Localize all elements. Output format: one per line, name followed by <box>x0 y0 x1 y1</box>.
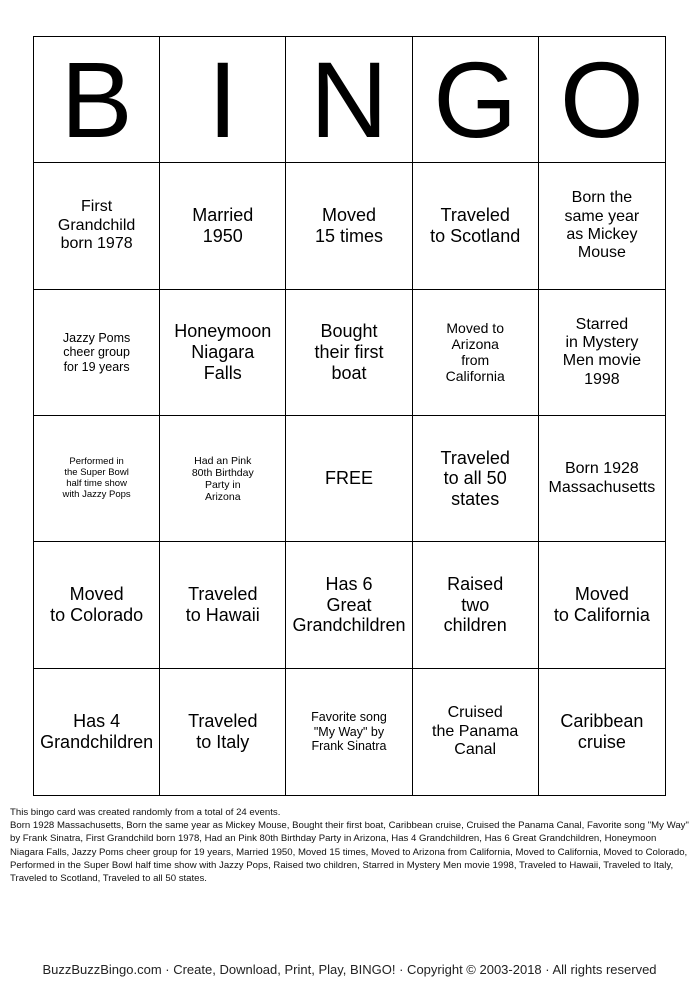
bingo-cell: Favorite song "My Way" by Frank Sinatra <box>286 669 412 795</box>
header-letter-o: O <box>539 37 665 163</box>
bingo-card <box>33 36 666 796</box>
bingo-cell: Jazzy Poms cheer group for 19 years <box>34 290 160 416</box>
header-letter-n: N <box>286 37 412 163</box>
bingo-cell: Honeymoon Niagara Falls <box>160 290 286 416</box>
bingo-cell: Starred in Mystery Men movie 1998 <box>539 290 665 416</box>
bingo-cell: Moved to Arizona from California <box>413 290 539 416</box>
bingo-cell: Has 6 Great Grandchildren <box>286 542 412 668</box>
bingo-cell: Moved to California <box>539 542 665 668</box>
free-space: FREE <box>286 416 412 542</box>
bingo-cell: Traveled to Italy <box>160 669 286 795</box>
event-list: Born 1928 Massachusetts, Born the same year as Mickey Mouse, Bought their first boat, Caribbean cruise, Cruised the Panama Canal, Favorite song "My Way" by Frank Sinatra, First Grandchild born 1978, Had an Pink 80th Birthday Party in Arizona, Has 4 Grandchildren, Has 6 Great Grandchildren, Honeymoon Niagara Falls, Jazzy Poms cheer group for 19 years, Married 1950, Moved 15 times, Moved to Arizona from California, Moved to California, Moved to Colorado, Performed in the Super Bowl half time show with Jazzy Pops, Raised two children, Starred in Mystery Men movie 1998, Traveled to Hawaii, Traveled to Italy, Traveled to Scotland, Traveled to all 50 states. <box>10 820 689 885</box>
header-letter-b: B <box>34 37 160 163</box>
bingo-cell: Cruised the Panama Canal <box>413 669 539 795</box>
bingo-cell: Born 1928 Massachusetts <box>539 416 665 542</box>
header-letter-g: G <box>413 37 539 163</box>
header-letter-i: I <box>160 37 286 163</box>
bingo-cell: Traveled to Scotland <box>413 163 539 289</box>
bingo-cell: Bought their first boat <box>286 290 412 416</box>
event-summary: This bingo card was created randomly from a total of 24 events. <box>10 807 281 818</box>
bingo-cell: Moved 15 times <box>286 163 412 289</box>
bingo-cell: Had an Pink 80th Birthday Party in Arizona <box>160 416 286 542</box>
bingo-cell: Traveled to Hawaii <box>160 542 286 668</box>
bingo-cell: Raised two children <box>413 542 539 668</box>
bingo-cell: First Grandchild born 1978 <box>34 163 160 289</box>
bingo-cell: Performed in the Super Bowl half time show with Jazzy Pops <box>34 416 160 542</box>
bingo-cell: Moved to Colorado <box>34 542 160 668</box>
bingo-cell: Born the same year as Mickey Mouse <box>539 163 665 289</box>
bingo-cell: Married 1950 <box>160 163 286 289</box>
bingo-cell: Has 4 Grandchildren <box>34 669 160 795</box>
event-list-note <box>10 806 690 885</box>
site-credit: BuzzBuzzBingo.com · Create, Download, Print, Play, BINGO! · Copyright © 2003-2018 · All rights reserved <box>42 962 657 977</box>
bingo-cell: Caribbean cruise <box>560 711 644 752</box>
bingo-cell: Traveled to all 50 states <box>413 416 539 542</box>
